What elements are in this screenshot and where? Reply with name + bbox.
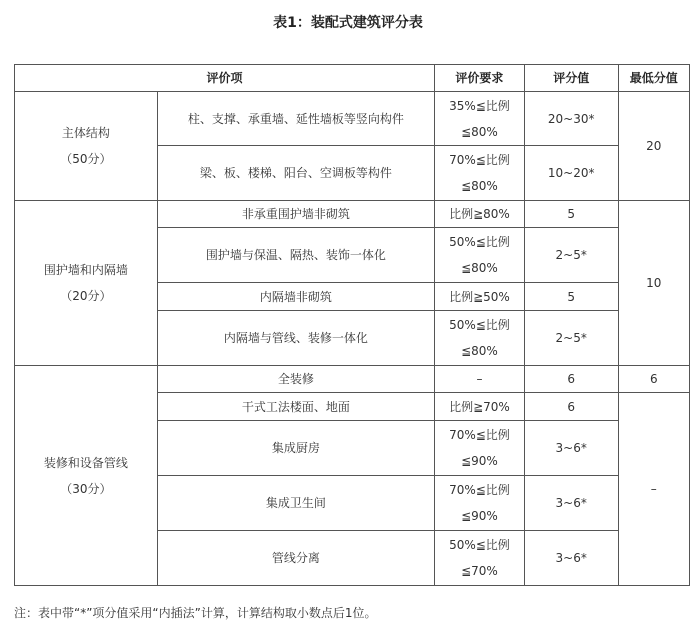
category-name: 主体结构 [61, 126, 110, 140]
table-row [15, 201, 690, 228]
requirement-cell: 35%≦比例≦80% [435, 92, 525, 146]
requirement-cell: 比例≧70% [435, 393, 525, 421]
score-cell: 20~30* [524, 92, 618, 146]
requirement-cell: – [435, 366, 525, 393]
score-cell: 6 [524, 393, 618, 421]
score-cell: 3~6* [524, 531, 618, 586]
requirement-cell: 比例≧80% [435, 201, 525, 228]
table-row [15, 366, 690, 393]
score-cell: 2~5* [524, 311, 618, 366]
requirement-cell: 70%≦比例≦90% [435, 421, 525, 476]
category-cell [15, 366, 158, 586]
score-cell: 3~6* [524, 421, 618, 476]
category-name: 装修和设备管线 [43, 455, 128, 470]
item-cell: 梁、板、楼梯、阳台、空调板等构件 [157, 146, 434, 201]
item-cell: 内隔墙与管线、装修一体化 [157, 311, 434, 366]
score-cell: 2~5* [524, 228, 618, 283]
item-cell: 集成厨房 [157, 421, 434, 476]
requirement-cell: 70%≦比例≦90% [435, 476, 525, 531]
header-min-score: 最低分值 [618, 65, 689, 92]
table-title: 表1：装配式建筑评分表 [273, 15, 423, 31]
category-points: （50分） [60, 152, 112, 166]
table-row [15, 92, 690, 146]
requirement-cell: 50%≦比例≦80% [435, 311, 525, 366]
score-cell: 10~20* [524, 146, 618, 201]
item-cell: 内隔墙非砌筑 [157, 283, 434, 311]
item-cell: 全装修 [157, 366, 434, 393]
header-score: 评分值 [524, 65, 618, 92]
category-points: （30分） [60, 481, 112, 496]
min-score-cell: 6 [618, 366, 689, 393]
item-cell: 柱、支撑、承重墙、延性墙板等竖向构件 [157, 92, 434, 146]
category-cell [15, 92, 158, 201]
requirement-cell: 50%≦比例≦70% [435, 531, 525, 586]
requirement-cell: 50%≦比例≦80% [435, 228, 525, 283]
table-note: 注：表中带“*”项分值采用“内插法”计算，计算结构取小数点后1位。 [14, 606, 377, 620]
header-item: 评价项 [15, 65, 435, 92]
item-cell: 围护墙与保温、隔热、装饰一体化 [157, 228, 434, 283]
score-cell: 3~6* [524, 476, 618, 531]
score-cell: 6 [524, 366, 618, 393]
item-cell: 干式工法楼面、地面 [157, 393, 434, 421]
item-cell: 非承重围护墙非砌筑 [157, 201, 434, 228]
min-score-cell: 20 [618, 92, 689, 201]
item-cell: 集成卫生间 [157, 476, 434, 531]
score-cell: 5 [524, 283, 618, 311]
item-cell: 管线分离 [157, 531, 434, 586]
min-score-cell: 10 [618, 201, 689, 366]
score-cell: 5 [524, 201, 618, 228]
header-requirement: 评价要求 [435, 65, 525, 92]
category-points: （20分） [60, 289, 112, 303]
header-row [15, 65, 690, 92]
category-name: 围护墙和内隔墙 [43, 263, 128, 277]
min-score-cell: – [618, 393, 689, 586]
requirement-cell: 比例≧50% [435, 283, 525, 311]
category-cell [15, 201, 158, 366]
scoring-table [14, 64, 690, 586]
requirement-cell: 70%≦比例≦80% [435, 146, 525, 201]
